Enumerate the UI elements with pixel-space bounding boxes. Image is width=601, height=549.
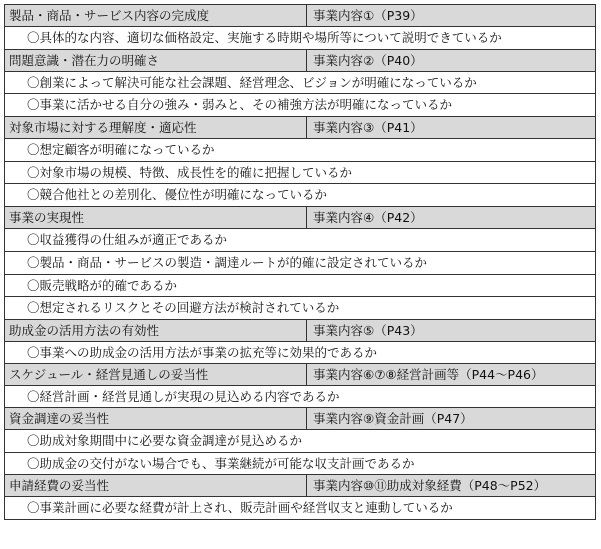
section-header	[5, 364, 595, 386]
criteria-item: 〇想定顧客が明確になっているか	[5, 139, 595, 162]
criteria-item: 〇販売戦略が的確であるか	[5, 275, 595, 298]
criteria-section-awareness	[5, 50, 595, 117]
section-reference: 事業内容⑤（P43）	[313, 322, 423, 338]
criteria-item: 〇事業への助成金の活用方法が事業の拡充等に効果的であるか	[5, 342, 595, 364]
section-title: 事業の実現性	[5, 207, 307, 228]
section-title: スケジュール・経営見通しの妥当性	[5, 364, 307, 385]
criteria-section-market	[5, 117, 595, 207]
criteria-item: 〇競合他社との差別化、優位性が明確になっているか	[5, 184, 595, 207]
section-reference: 事業内容④（P42）	[313, 210, 423, 226]
section-reference: 事業内容⑩⑪助成対象経費（P48～P52）	[313, 478, 547, 494]
criteria-section-funding	[5, 408, 595, 475]
section-reference: 事業内容⑥⑦⑧経営計画等（P44～P46）	[313, 367, 544, 383]
criteria-section-grant-usage	[5, 320, 595, 364]
section-title: 申請経費の妥当性	[5, 475, 307, 496]
section-title: 問題意識・潜在力の明確さ	[5, 50, 307, 71]
evaluation-criteria-table	[4, 4, 596, 520]
criteria-item: 〇助成対象期間中に必要な資金調達が見込めるか	[5, 430, 595, 452]
criteria-item: 〇収益獲得の仕組みが適正であるか	[5, 229, 595, 252]
criteria-item: 〇事業に活かせる自分の強み・弱みと、その補強方法が明確になっているか	[5, 94, 595, 117]
criteria-item: 〇創業によって解決可能な社会課題、経営理念、ビジョンが明確になっているか	[5, 72, 595, 95]
section-header	[5, 475, 595, 497]
section-title: 助成金の活用方法の有効性	[5, 320, 307, 341]
section-reference: 事業内容②（P40）	[313, 52, 423, 68]
section-reference: 事業内容⑨資金計画（P47）	[313, 411, 473, 427]
criteria-item: 〇事業計画に必要な経費が計上され、販売計画や経営収支と連動しているか	[5, 497, 595, 519]
section-header	[5, 5, 595, 27]
section-title: 対象市場に対する理解度・適応性	[5, 117, 307, 138]
section-header	[5, 320, 595, 342]
criteria-section-expenses	[5, 475, 595, 519]
section-reference: 事業内容①（P39）	[313, 8, 423, 23]
criteria-item: 〇助成金の交付がない場合でも、事業継続が可能な収支計画であるか	[5, 453, 595, 475]
section-header	[5, 117, 595, 139]
criteria-section-schedule	[5, 364, 595, 408]
criteria-item: 〇想定されるリスクとその回避方法が検討されているか	[5, 297, 595, 320]
criteria-item: 〇具体的な内容、適切な価格設定、実施する時期や場所等について説明できているか	[5, 27, 595, 50]
criteria-section-completeness	[5, 5, 595, 50]
criteria-section-feasibility	[5, 207, 595, 320]
section-title: 資金調達の妥当性	[5, 408, 307, 429]
section-header	[5, 207, 595, 229]
section-title: 製品・商品・サービス内容の完成度	[5, 5, 307, 26]
section-reference: 事業内容③（P41）	[313, 120, 423, 136]
section-header	[5, 408, 595, 430]
criteria-item: 〇経営計画・経営見通しが実現の見込める内容であるか	[5, 386, 595, 408]
criteria-item: 〇対象市場の規模、特徴、成長性を的確に把握しているか	[5, 162, 595, 185]
section-header	[5, 50, 595, 72]
criteria-item: 〇製品・商品・サービスの製造・調達ルートが的確に設定されているか	[5, 252, 595, 275]
